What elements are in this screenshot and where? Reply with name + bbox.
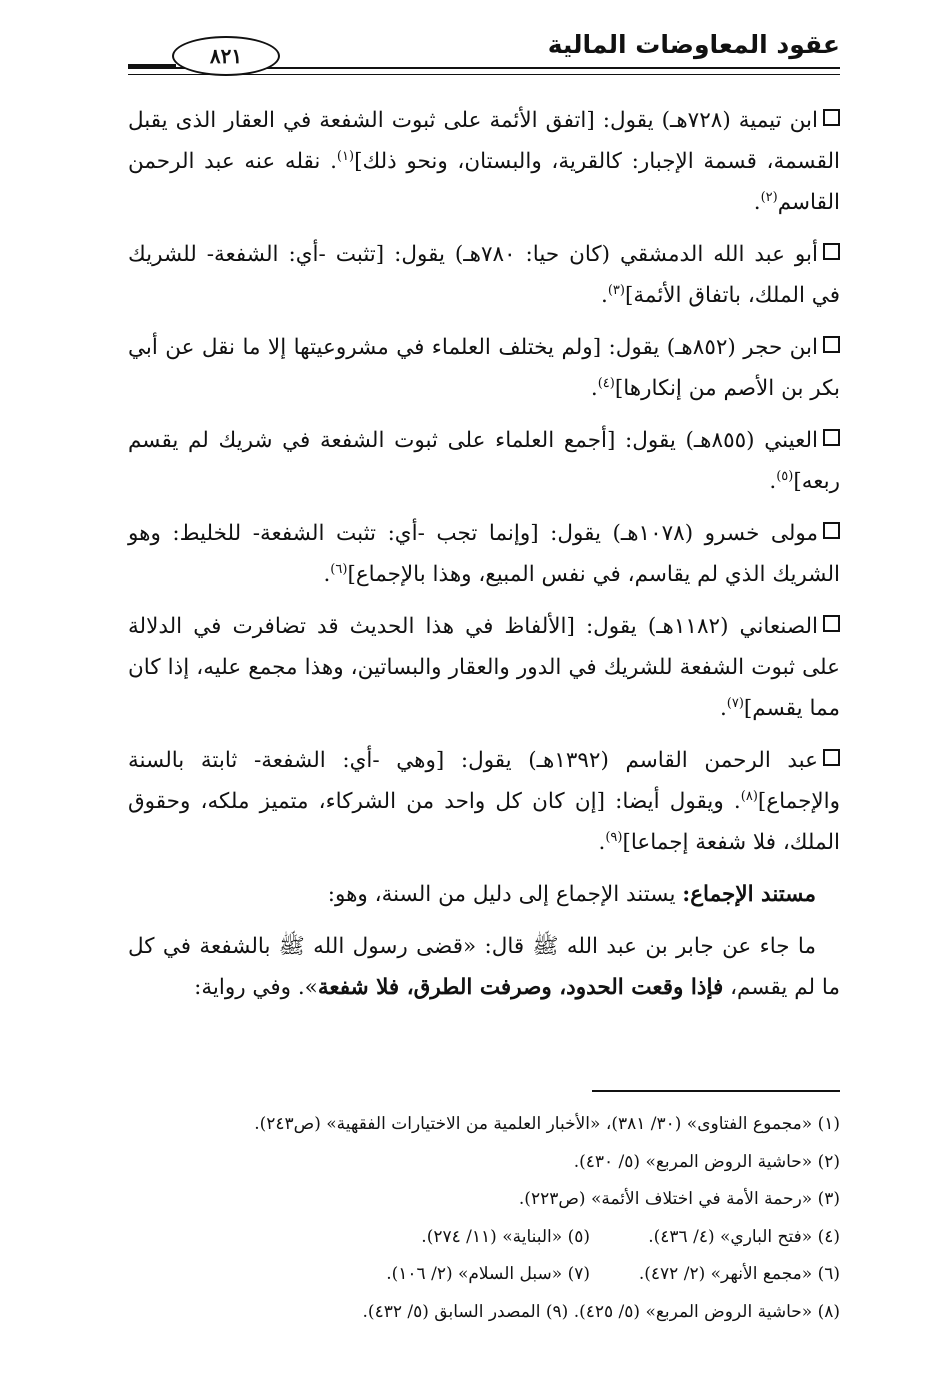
para-text: مولى خسرو (١٠٧٨هـ) يقول: [وإنما تجب -أي: تثبت الشفعة- للخليط: وهو الشريك الذي لم يقاسم، في نفس المبيع، وهذا بالإجماع] — [128, 521, 840, 587]
running-title: عقود المعاوضات المالية — [547, 30, 840, 59]
para-text: عبد الرحمن القاسم (١٣٩٢هـ) يقول: [وهي -أي: الشفعة- ثابتة بالسنة والإجماع] — [128, 748, 840, 814]
para-text: . نقله عنه عبد الرحمن القاسم — [128, 149, 840, 215]
footnote-ref: (٦) — [330, 561, 348, 577]
para-text: . — [600, 283, 608, 308]
checkbox-bullet-icon — [823, 336, 840, 353]
checkbox-bullet-icon — [823, 109, 840, 126]
para-text: . — [323, 562, 331, 587]
footnote-ref: (١) — [336, 148, 355, 164]
checkbox-bullet-icon — [823, 749, 840, 766]
footnote-row — [128, 1294, 840, 1332]
quote-mulla-khusraw — [128, 513, 840, 595]
footnote-ref: (٩) — [605, 829, 623, 845]
para-text: . — [590, 376, 598, 401]
quote-ayni — [128, 420, 840, 502]
hadith-text: ما جاء عن جابر بن عبد الله ﷺ قال: «قضى رسول الله ﷺ بالشفعة في كل ما لم يقسم، — [128, 934, 840, 1000]
main-text — [128, 100, 840, 1019]
footnote-ref: (٥) — [776, 468, 794, 484]
para-text: . — [598, 830, 606, 855]
quote-ibn-hajar — [128, 327, 840, 409]
quote-abdulrahman-qasim — [128, 740, 840, 863]
footnote-6: (٦) «مجمع الأنهر» (٢/ ٤٧٢). — [638, 1264, 840, 1284]
page-header — [128, 30, 840, 80]
footnote-7: (٧) «سبل السلام» (٢/ ١٠٦). — [386, 1264, 590, 1284]
footnote-ref: (٣) — [607, 282, 625, 298]
footnote-4: (٤) «فتح الباري» (٤/ ٤٣٦). — [648, 1226, 840, 1247]
para-text: . — [719, 696, 727, 721]
para-text: . — [769, 469, 777, 494]
hadith-text: ». وفي رواية: — [194, 975, 318, 1000]
page-number: ٨٢١ — [172, 36, 280, 76]
quote-sanani — [128, 606, 840, 729]
quote-dimashqi — [128, 234, 840, 316]
footnotes — [128, 1106, 840, 1331]
evidence-heading: مستند الإجماع: — [682, 882, 816, 907]
footnote-ref: (٧) — [726, 695, 744, 711]
checkbox-bullet-icon — [823, 522, 840, 539]
footnote-5: (٥) «البناية» (١١/ ٢٧٤). — [421, 1226, 590, 1247]
checkbox-bullet-icon — [823, 429, 840, 446]
checkbox-bullet-icon — [823, 615, 840, 632]
para-text: أبو عبد الله الدمشقي (كان حيا: ٧٨٠هـ) يقول: [تثبت -أي: الشفعة- للشريك في الملك، باتفاق الأئمة] — [128, 242, 840, 308]
footnote-row — [128, 1256, 840, 1294]
footnote-2: (٢) «حاشية الروض المربع» (٥/ ٤٣٠). — [573, 1151, 840, 1172]
evidence-text: يستند الإجماع إلى دليل من السنة، وهو: — [327, 882, 683, 907]
hadith-paragraph — [128, 926, 840, 1008]
para-text: ابن تيمية (٧٢٨هـ) يقول: [اتفق الأئمة على ثبوت الشفعة في العقار الذى يقبل القسمة، قسمة الإجبار: كالقرية، والبستان، ونحو ذلك] — [128, 108, 840, 174]
para-text: الصنعاني (١١٨٢هـ) يقول: [الألفاظ في هذا الحديث قد تضافرت في الدلالة على ثبوت الشفعة للشريك في الدور والعقار والبساتين، وهذا مجمع عليه، إذا كان مما يقسم] — [128, 614, 840, 721]
quote-ibn-taymiyya — [128, 100, 840, 223]
footnote-1: (١) «مجموع الفتاوى» (٣٠/ ٣٨١)، «الأخبار العلمية من الاختيارات الفقهية» (ص٢٤٣). — [254, 1114, 840, 1134]
footnote-row — [128, 1219, 840, 1257]
evidence-paragraph — [128, 874, 840, 915]
hadith-bold-text: فإذا وقعت الحدود، وصرفت الطرق، فلا شفعة — [317, 975, 724, 1000]
footnote-9: (٩) المصدر السابق (٥/ ٤٣٢). — [362, 1301, 569, 1322]
footnote-ref: (٢) — [760, 189, 778, 205]
para-text: ابن حجر (٨٥٢هـ) يقول: [ولم يختلف العلماء في مشروعيتها إلا ما نقل عن أبي بكر بن الأصم من إنكارها] — [128, 335, 840, 401]
para-text: . — [753, 190, 761, 215]
footnote-3: (٣) «رحمة الأمة في اختلاف الأئمة» (ص٢٢٣). — [518, 1189, 840, 1209]
checkbox-bullet-icon — [823, 243, 840, 260]
footnote-ref: (٨) — [740, 788, 758, 804]
header-rule-left — [128, 64, 176, 67]
footnote-8: (٨) «حاشية الروض المربع» (٥/ ٤٢٥). — [573, 1301, 840, 1322]
para-text: العيني (٨٥٥هـ) يقول: [أجمع العلماء على ثبوت الشفعة في شريك لم يقسم ربعه] — [128, 428, 840, 494]
footnote-separator — [592, 1090, 840, 1092]
para-text: . ويقول أيضا: [إن كان كل واحد من الشركاء، متميز ملكه، وحقوق الملك، فلا شفعة إجماعا] — [128, 789, 840, 855]
footnote-ref: (٤) — [597, 375, 615, 391]
